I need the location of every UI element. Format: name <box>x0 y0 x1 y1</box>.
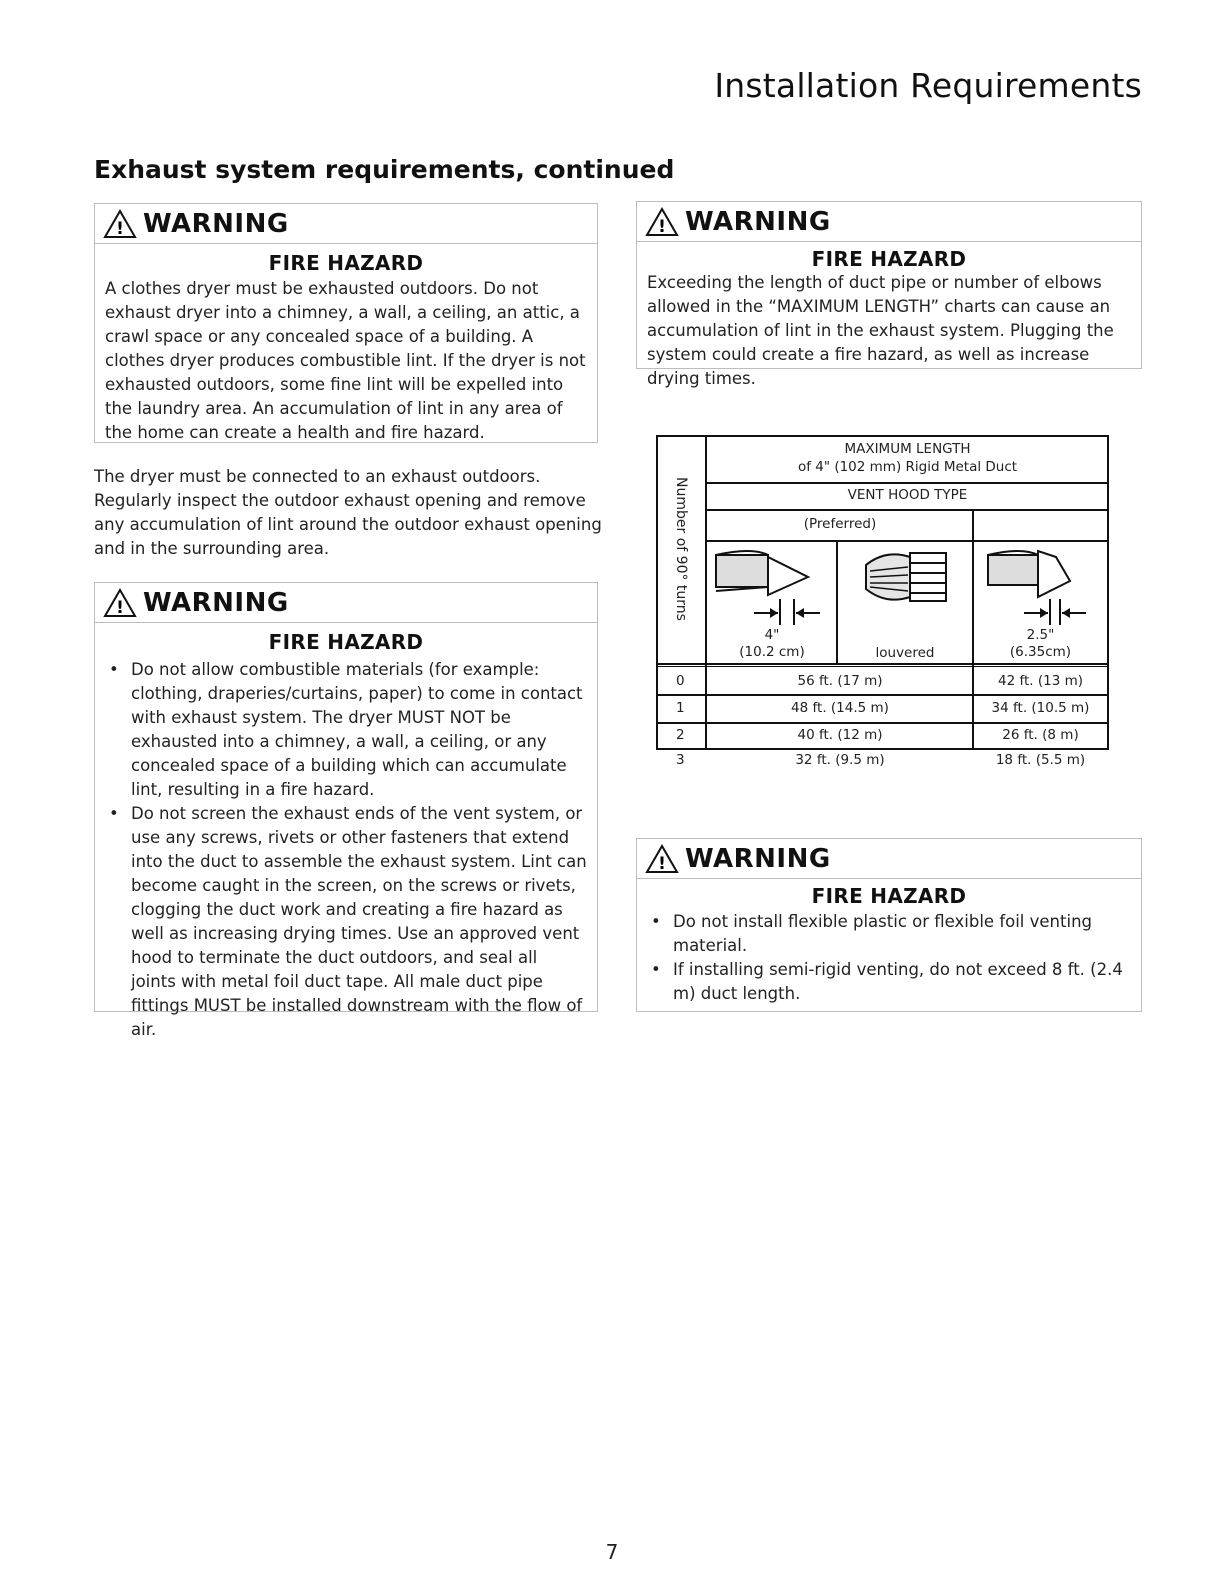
warning-box-combustibles <box>94 582 598 1039</box>
row-turns: 2 <box>676 727 685 743</box>
warning-triangle-icon <box>103 209 137 239</box>
vent-hood-type-header: VENT HOOD TYPE <box>847 487 968 503</box>
row-preferred-length: 40 ft. (12 m) <box>797 727 883 743</box>
hood3-size-inches: 2.5" <box>1026 627 1055 643</box>
row-preferred-length: 56 ft. (17 m) <box>797 673 883 689</box>
page-title: Installation Requirements <box>714 66 1142 105</box>
row-turns: 1 <box>676 700 685 716</box>
row-turns: 0 <box>676 673 685 689</box>
hood1-size-inches: 4" <box>764 627 780 643</box>
turns-axis-label: Number of 90° turns <box>673 477 689 621</box>
page-number: 7 <box>605 1540 619 1564</box>
list-item: • Do not screen the exhaust ends of the vent system, or use any screws, rivets or other fasteners that extend into the duct to assemble the exhaust system. Lint can become caught in the screen, on the screws or rivets, clogging the duct work and creating a fire hazard as well as increasing drying times. Use an approved vent hood to terminate the duct outdoors, and seal all joints with metal foil duct tape. All male duct pipe fittings MUST be installed downstream with the flow of air. <box>105 802 587 1042</box>
svg-text:!: ! <box>116 597 124 618</box>
row-other-length: 42 ft. (13 m) <box>997 673 1083 689</box>
warning-header <box>95 583 597 623</box>
hazard-title: FIRE HAZARD <box>268 251 424 275</box>
warning-header <box>637 202 1141 242</box>
warning-header <box>95 204 597 244</box>
warning-label: WARNING <box>143 208 289 239</box>
warning-box-venting-material <box>636 838 1142 1012</box>
list-item: • If installing semi-rigid venting, do not exceed 8 ft. (2.4 m) duct length. <box>647 958 1131 1006</box>
row-other-length: 18 ft. (5.5 m) <box>995 752 1086 768</box>
row-other-length: 34 ft. (10.5 m) <box>991 700 1090 716</box>
warning-label: WARNING <box>685 206 831 237</box>
vent-hood-4in-icon <box>712 547 830 627</box>
hood1-size-metric: (10.2 cm) <box>739 644 805 660</box>
svg-text:!: ! <box>116 218 124 239</box>
warning-label: WARNING <box>143 587 289 618</box>
hood3-size <box>974 627 1107 661</box>
warning-bullet-list <box>95 654 597 1052</box>
hazard-title: FIRE HAZARD <box>811 247 967 271</box>
warning-bullet-list <box>637 908 1141 1016</box>
list-item: • Do not install flexible plastic or flexible foil venting material. <box>647 910 1131 958</box>
row-other-length: 26 ft. (8 m) <box>1002 727 1079 743</box>
louvered-vent-hood-icon <box>856 547 956 617</box>
warning-text: Exceeding the length of duct pipe or number of elbows allowed in the “MAXIMUM LENGTH” charts can cause an accumulation of lint in the exhaust system. Plugging the system could create a fire hazard, as well as increase drying times. <box>647 273 1114 388</box>
max-length-table <box>656 435 1109 768</box>
warning-box-duct-length <box>636 201 1142 388</box>
warning-triangle-icon <box>103 588 137 618</box>
preferred-header: (Preferred) <box>803 516 877 532</box>
table-title <box>708 440 1107 476</box>
hood1-size <box>708 627 836 661</box>
row-preferred-length: 32 ft. (9.5 m) <box>795 752 885 768</box>
vent-hood-2-5in-icon <box>978 547 1102 627</box>
section-title: Exhaust system requirements, continued <box>94 155 675 184</box>
hood2-label: louvered <box>875 645 935 661</box>
row-preferred-length: 48 ft. (14.5 m) <box>791 700 889 716</box>
table-title-line2: of 4" (102 mm) Rigid Metal Duct <box>797 459 1018 475</box>
warning-header <box>637 839 1141 879</box>
warning-label: WARNING <box>685 843 831 874</box>
svg-text:!: ! <box>658 853 666 874</box>
warning-triangle-icon <box>645 207 679 237</box>
hazard-title: FIRE HAZARD <box>268 630 424 654</box>
list-item: • Do not allow combustible materials (for example: clothing, draperies/curtains, paper) to come in contact with exhaust system. The dryer MUST NOT be exhausted into a chimney, a wall, a ceiling, or any concealed space of a building which can accumulate lint, resulting in a fire hazard. <box>105 658 587 802</box>
table-title-line1: MAXIMUM LENGTH <box>844 441 971 457</box>
hazard-title: FIRE HAZARD <box>811 884 967 908</box>
exhaust-paragraph: The dryer must be connected to an exhaust outdoors. Regularly inspect the outdoor exhaust opening and remove any accumulation of lint around the outdoor exhaust opening and in the surrounding area. <box>94 467 602 558</box>
svg-text:!: ! <box>658 216 666 237</box>
row-turns: 3 <box>676 752 685 768</box>
warning-box-lint <box>94 203 598 443</box>
warning-triangle-icon <box>645 844 679 874</box>
hood3-size-metric: (6.35cm) <box>1009 644 1072 660</box>
warning-text: A clothes dryer must be exhausted outdoors. Do not exhaust dryer into a chimney, a wall, a ceiling, an attic, a crawl space or any concealed space of a building. A clothes dryer produces combustible lint. If the dryer is not exhausted outdoors, some fine lint will be expelled into the laundry area. An accumulation of lint in any area of the home can create a health and fire hazard. <box>105 279 586 442</box>
